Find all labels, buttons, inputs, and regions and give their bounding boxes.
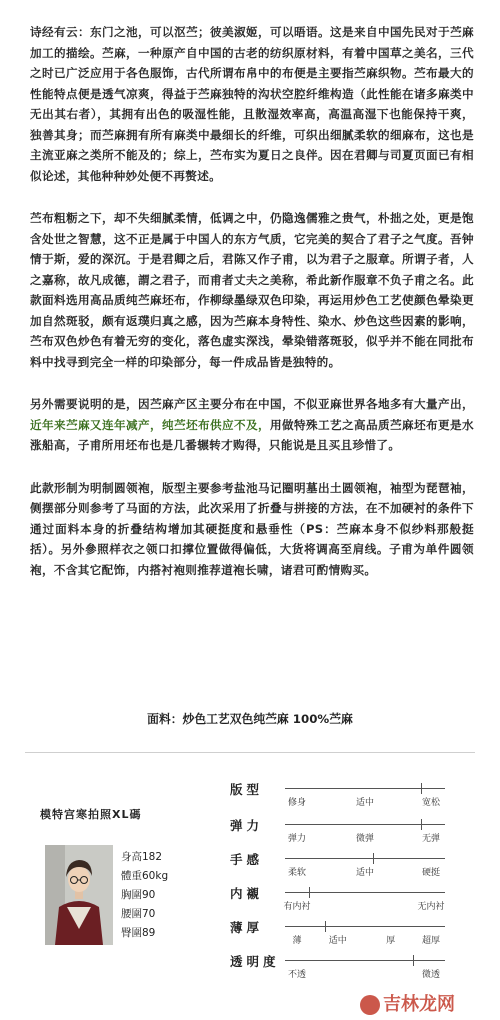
scale-marker: [421, 819, 422, 830]
scale-label: 无内衬: [417, 902, 445, 912]
attribute-scale: [285, 782, 445, 806]
article-paragraph: [30, 394, 474, 456]
site-watermark: [360, 990, 455, 1016]
attribute-name: 薄厚: [230, 920, 264, 935]
scale-label: 适中: [355, 868, 375, 878]
model-hip: 臀圍89: [121, 927, 156, 939]
scale-marker: [421, 783, 422, 794]
model-weight: 體重60kg: [121, 870, 169, 882]
scale-label: 无弹: [421, 834, 441, 844]
paragraph-text: 此款形制为明制圆领袍，版型主要参考盐池马记圈明墓出土圆领袍，袖型为琵琶袖，侧摆部分则参考了马面的方法，此次采用了折叠与拼接的方法，在不加硬衬的条件下通过面料本身的折叠结构增加其硬挺度和悬垂性（PS：苎麻本身不似纱料那般挺括）。另外參照样衣之领口扣撑位置做得偏低，大货将调高至肩线。子甫为单件圆领袍，不含其它配饰，内搭衬袍则推荐道袍长啸，诸君可酌情购买。: [30, 480, 474, 577]
scale-label: 超厚: [421, 936, 441, 946]
section-divider: [25, 752, 475, 753]
scale-label: 适中: [328, 936, 347, 946]
attribute-name: 手感: [230, 852, 264, 867]
attribute-name: 内襯: [230, 886, 264, 901]
scale-label: 微弹: [355, 834, 375, 844]
scale-marker: [413, 955, 414, 966]
scale-label: 微透: [421, 970, 441, 980]
scale-label: 厚: [386, 936, 396, 946]
material-line: 面料：炒色工艺双色纯苎麻 100%苎麻: [147, 712, 353, 726]
scale-label: 有内衬: [283, 902, 311, 912]
model-stats: [121, 848, 168, 943]
paragraph-text: 苎布粗粝之下，却不失细腻柔情，低调之中，仍隐逸儒雅之贵气，朴拙之处，更是饱含处世之智慧，这不正是属于中国人的东方气质，它完美的契合了君子之气度。吾钟情于斯，爱的深沉。于是君卿之后，君陈又作子甫，以为君子之服章。所谓子者，人之嘉称，故凡成德，謂之君子，而甫者丈夫之美称，希此新作服章不负子甫之名。此款面料选用高品质纯苎麻坯布，作柳绿墨绿双色印染，再运用炒色工艺使颜色晕染更加自然斑驳，颇有返璞归真之感，因为苎麻本身特性、染水、炒色这些因素的影响，苎布双色炒色有着无穷的变化，落色虚实深浅，晕染错落斑驳，似乎并不能在同批布料中找寻到完全一样的印染部分，每一件成品皆是独特的。: [30, 211, 474, 369]
scale-line: [285, 858, 445, 859]
attribute-name: 版型: [230, 782, 264, 797]
scale-label: 修身: [287, 798, 307, 808]
attribute-scale: [285, 954, 445, 978]
scale-line: [285, 960, 445, 961]
scale-label: 弹力: [287, 834, 307, 844]
attribute-scale: [285, 852, 445, 876]
paragraph-text: 另外需要说明的是，因苎麻产区主要分布在中国，不似亚麻世界各地多有大量产出，: [30, 397, 474, 411]
attribute-scale: [285, 818, 445, 842]
model-title: 模特宫寒拍照XL碼: [40, 808, 142, 821]
model-height: 身高182: [121, 851, 163, 863]
attribute-name: 弹力: [230, 818, 264, 833]
scale-label: 适中: [355, 798, 375, 808]
article-paragraph: [30, 22, 474, 186]
scale-label: 硬挺: [421, 868, 441, 878]
article: [30, 22, 474, 602]
scale-label: 宽松: [421, 798, 441, 808]
model-figure-image: [45, 845, 113, 945]
watermark-text: 吉林龙网: [383, 994, 455, 1015]
model-chest: 胸圍90: [121, 889, 156, 901]
model-waist: 腰圍70: [121, 908, 156, 920]
scale-marker: [373, 853, 374, 864]
article-paragraph: [30, 478, 474, 581]
paragraph-text: 用做特殊工艺之高品质苎麻坯布更是水涨船高，子甫所用坯布也是几番辗转才购得，只能说是且买且珍惜了。: [30, 417, 474, 452]
attribute-scale: [285, 886, 445, 910]
scale-label: 不透: [287, 970, 307, 980]
article-paragraph: [30, 208, 474, 372]
scale-marker: [309, 887, 310, 898]
highlighted-text: 近年来苎麻又连年减产，纯苎坯布供应不及，: [30, 417, 271, 432]
attribute-scale: [285, 920, 445, 944]
scale-label: 柔软: [287, 868, 307, 878]
model-photo: [45, 845, 113, 945]
scale-label: 薄: [292, 936, 302, 946]
scale-line: [285, 926, 445, 927]
scale-marker: [325, 921, 326, 932]
paragraph-text: 诗经有云：东门之池，可以沤苎；彼美淑姬，可以晤语。这是来自中国先民对于苎麻加工的描绘。苎麻，一种原产自中国的古老的纺织原材料，有着中国草之美名，三代之时已广泛应用于各色服饰，古代所谓布帛中的布便是主要指苎麻织物。苎布最大的性能特点便是透气凉爽，得益于苎麻独特的沟状空腔纤维构造（此性能在诸多麻类中无出其右者），其拥有出色的吸湿性能，且散湿效率高，高温高湿下也能保持干爽，独善其身；而苎麻拥有所有麻类中最细长的纤维，可织出细腻柔软的细麻布，这也是主流亚麻之类所不能及的；综上，苎布实为夏日之良伴。因在君卿与司夏页面已有相似论述，其他种种妙处便不再赘述。: [30, 25, 474, 183]
attribute-name: 透明度: [230, 954, 280, 969]
watermark-logo-icon: [360, 995, 380, 1015]
